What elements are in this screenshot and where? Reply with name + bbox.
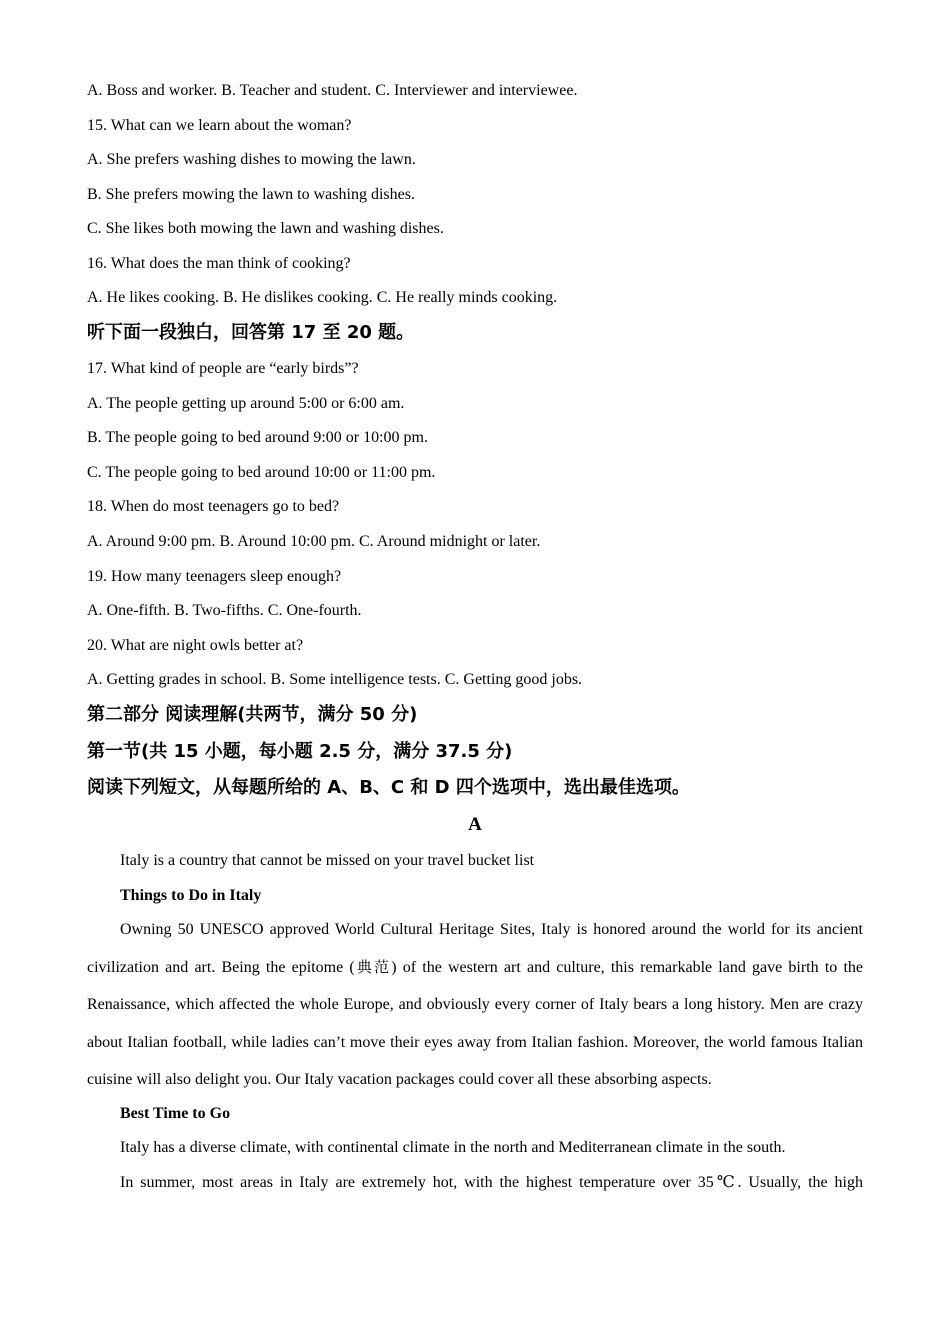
- subheading-best-time: Best Time to Go: [120, 1105, 231, 1122]
- part-two-heading: 第二部分 阅读理解(共两节，满分 50 分): [87, 704, 418, 725]
- paragraph-text-start: Owning 50 UNESCO approved World Cultural Heritage Sites, Italy is honored around the world for its ancient civilization and art. Being the epitome (: [87, 921, 863, 976]
- q17-option-a: A. The people getting up around 5:00 or 6:00 am.: [87, 395, 405, 412]
- monologue-heading: 听下面一段独白，回答第 17 至 20 题。: [87, 322, 415, 343]
- question-20: 20. What are night owls better at?: [87, 637, 304, 654]
- passage-intro: Italy is a country that cannot be missed on your travel bucket list: [120, 852, 535, 869]
- q20-options: A. Getting grades in school. B. Some intelligence tests. C. Getting good jobs.: [87, 671, 583, 688]
- q19-options: A. One-fifth. B. Two-fifths. C. One-fourth.: [87, 602, 362, 619]
- question-15: 15. What can we learn about the woman?: [87, 117, 352, 134]
- q17-option-b: B. The people going to bed around 9:00 or 10:00 pm.: [87, 429, 428, 446]
- chinese-gloss: 典范: [354, 957, 392, 976]
- q17-option-c: C. The people going to bed around 10:00 or 11:00 pm.: [87, 464, 436, 481]
- section-one-heading: 第一节(共 15 小题，每小题 2.5 分，满分 37.5 分): [87, 741, 513, 762]
- q15-option-c: C. She likes both mowing the lawn and washing dishes.: [87, 220, 444, 237]
- question-17: 17. What kind of people are “early birds”?: [87, 360, 359, 377]
- q16-options: A. He likes cooking. B. He dislikes cooking. C. He really minds cooking.: [87, 289, 558, 306]
- question-16: 16. What does the man think of cooking?: [87, 255, 351, 272]
- passage-letter: A: [468, 814, 482, 835]
- q15-option-b: B. She prefers mowing the lawn to washing dishes.: [87, 186, 415, 203]
- reading-instruction: 阅读下列短文，从每题所给的 A、B、C 和 D 四个选项中，选出最佳选项。: [87, 777, 690, 798]
- question-18: 18. When do most teenagers go to bed?: [87, 498, 340, 515]
- subheading-things-to-do: Things to Do in Italy: [120, 887, 262, 904]
- q14-options: A. Boss and worker. B. Teacher and student. C. Interviewer and interviewee.: [87, 82, 578, 99]
- paragraph-climate: Italy has a diverse climate, with continental climate in the north and Mediterranean climate in the south.: [120, 1139, 786, 1156]
- q18-options: A. Around 9:00 pm. B. Around 10:00 pm. C. Around midnight or later.: [87, 533, 541, 550]
- question-19: 19. How many teenagers sleep enough?: [87, 568, 342, 585]
- paragraph-text-end: ) of the western art and culture, this remarkable land gave birth to the Renaissance, which affected the whole Europe, and obviously every corner of Italy bears a long history. Men are crazy about Italian football, while ladies can’t move their eyes away from Italian fashion. Moreover, the world famous Italian cuisine will also delight you. Our Italy vacation packages could cover all these absorbing aspects.: [87, 958, 863, 1088]
- paragraph-things-to-do: [87, 911, 863, 1099]
- paragraph-summer: In summer, most areas in Italy are extremely hot, with the highest temperature over 35℃. Usually, the high: [120, 1174, 863, 1191]
- q15-option-a: A. She prefers washing dishes to mowing the lawn.: [87, 151, 416, 168]
